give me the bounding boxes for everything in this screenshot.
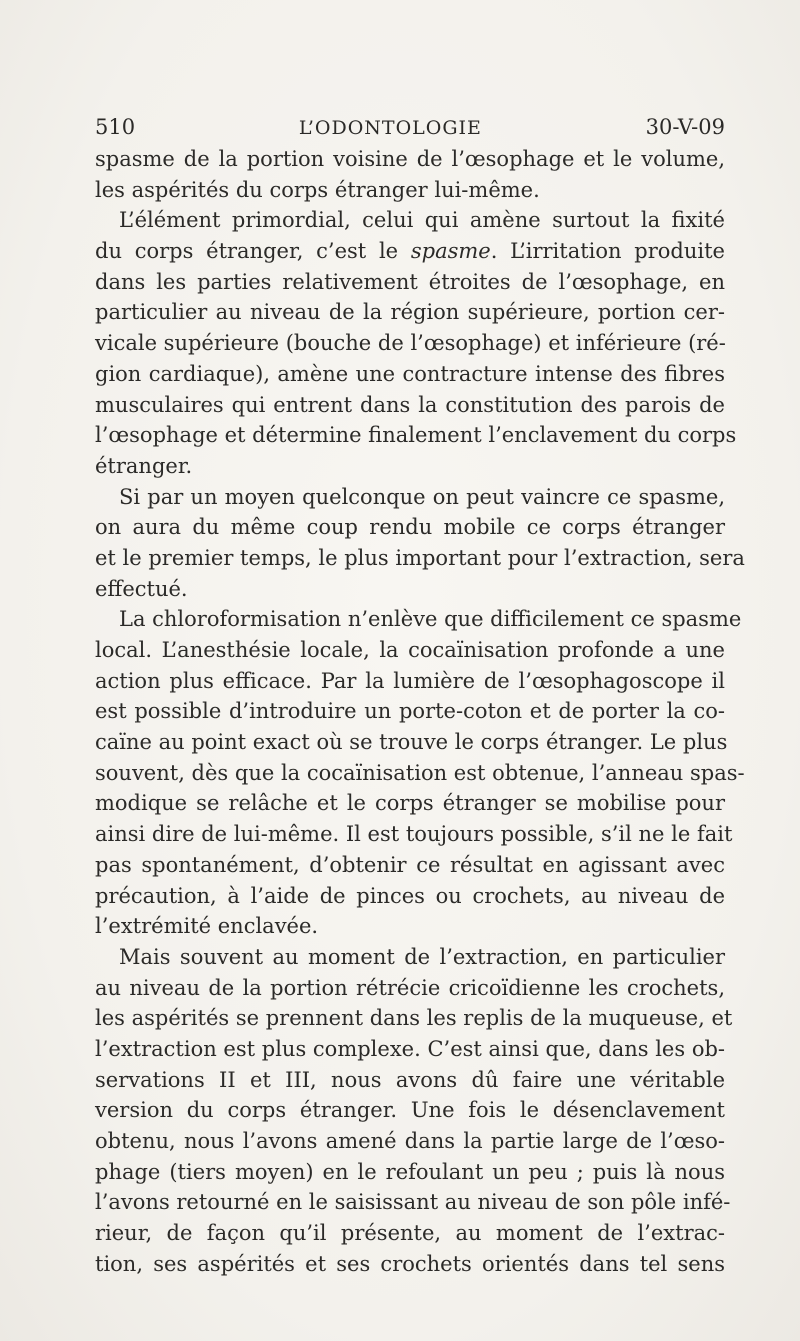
text-line: les aspérités se prennent dans les replis de la muqueuse, et [95,1006,733,1031]
text-line: modique se relâche et le corps étranger se mobilise pour [95,791,725,816]
text-line: dans les parties relativement étroites de l’œsophage, en [95,269,725,294]
text-line: version du corps étranger. Une fois le désenclavement [95,1098,725,1123]
text-block [95,112,745,1279]
text-line: et le premier temps, le plus important pour l’extraction, sera [95,545,745,570]
text-line: local. L’anesthésie locale, la cocaïnisation profonde a une [95,638,725,662]
text-line: est possible d’introduire un porte-coton et de porter la co- [95,699,725,724]
text-line: au niveau de la portion rétrécie cricoïdienne les crochets, [95,975,725,1000]
text-line: l’avons retourné en le saisissant au niveau de son pôle infé- [95,1190,731,1215]
text-line: caïne au point exact où se trouve le corps étranger. Le plus [95,730,728,755]
text-line: L’élément primordial, celui qui amène surtout la fixité [119,208,725,233]
body-text [95,144,745,1279]
text-line: l’extraction est plus complexe. C’est ainsi que, dans les ob- [95,1036,725,1061]
text-line: musculaires qui entrent dans la constitution des parois de [95,392,725,417]
text-line: étranger. [95,453,193,478]
text-line: spasme de la portion voisine de l’œsophage et le volume, [95,147,725,171]
text-line: l’extrémité enclavée. [95,914,319,939]
text-line: on aura du même coup rendu mobile ce corps étranger [95,515,725,540]
running-title: L’ODONTOLOGIE [298,117,482,139]
text-line: les aspérités du corps étranger lui-même. [95,177,540,202]
emphasis: spasme [410,239,491,264]
text-line: phage (tiers moyen) en le refoulant un peu ; puis là nous [95,1159,725,1184]
text-line: particulier au niveau de la région supérieure, portion cer- [95,300,725,325]
text-line: obtenu, nous l’avons amené dans la partie large de l’œso- [95,1129,725,1153]
paragraph [95,205,737,481]
text-line: Si par un moyen quelconque on peut vaincre ce spasme, [119,484,725,509]
paragraph [95,144,725,205]
paragraph [95,942,733,1280]
text-line: rieur, de façon qu’il présente, au moment de l’extrac- [95,1221,725,1246]
text-line: tion, ses aspérités et ses crochets orientés dans tel sens [95,1251,725,1276]
text-line: l’œsophage et détermine finalement l’enclavement du corps [95,423,737,448]
text-line: Mais souvent au moment de l’extraction, en particulier [119,944,725,969]
paragraph [95,604,745,942]
text-line: pas spontanément, d’obtenir ce résultat en agissant avec [95,852,725,877]
page-number: 510 [95,115,136,139]
text-line: effectué. [95,576,188,601]
paragraph [95,482,745,605]
issue-date: 30-V-09 [645,115,725,139]
page-header [95,112,725,142]
text-line: souvent, dès que la cocaïnisation est obtenue, l’anneau spas- [95,760,745,785]
text-line: gion cardiaque), amène une contracture intense des fibres [95,361,725,386]
text-line: ainsi dire de lui-même. Il est toujours possible, s’il ne le fait [95,822,733,847]
text-line: vicale supérieure (bouche de l’œsophage) et inférieure (ré- [95,331,726,356]
text-line: du corps étranger, c’est le spasme. L’irritation produite [95,239,725,264]
text-line: La chloroformisation n’enlève que difficilement ce spasme [119,607,742,632]
text-line: action plus efficace. Par la lumière de l’œsophagoscope il [95,668,725,693]
text-line: servations II et III, nous avons dû faire une véritable [95,1067,725,1092]
text-line: précaution, à l’aide de pinces ou crochets, au niveau de [95,883,725,908]
